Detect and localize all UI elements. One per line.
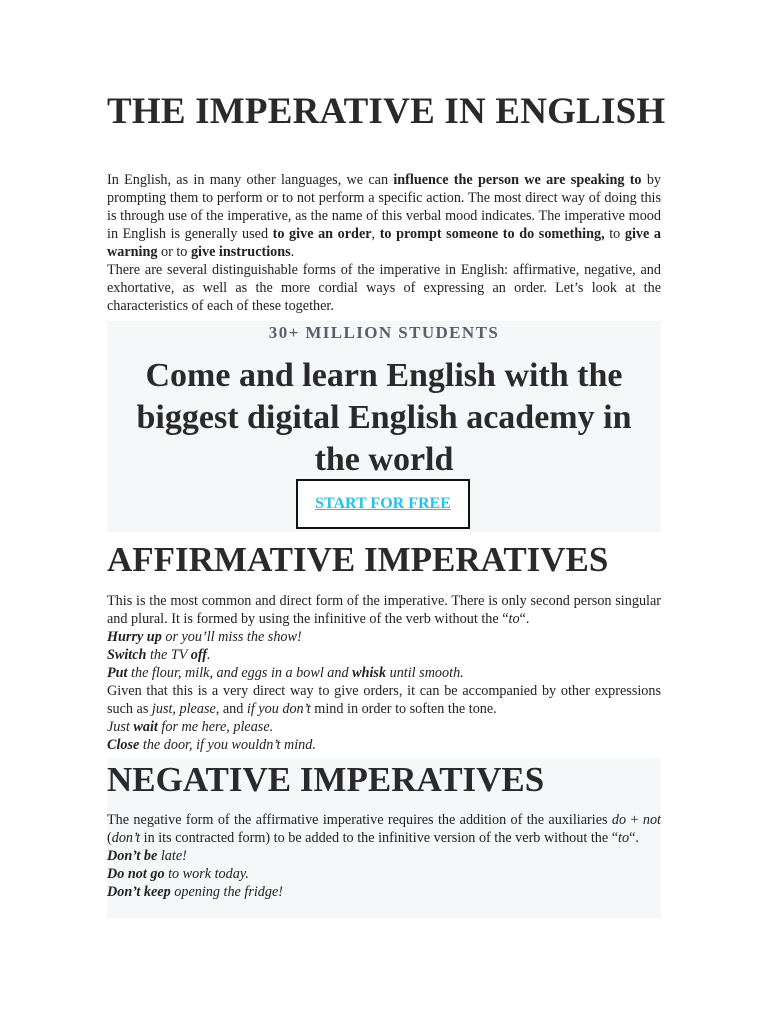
emphasis-text: give a warning	[107, 226, 661, 260]
body-text: .	[290, 244, 295, 260]
example-line: Put the flour, milk, and eggs in a bowl and whisk until smooth.	[107, 665, 464, 681]
negative-heading: NEGATIVE IMPERATIVES	[107, 760, 545, 799]
body-text: to	[604, 226, 625, 242]
example-line: Do not go to work today.	[107, 866, 249, 882]
intro-paragraph-1	[107, 171, 661, 261]
body-text: by prompting them to perform or to not perform a specific action. The most direct way of doing this is through use of the imperative, as the name of this verbal mood indicates. The imperative mood in English is generally used	[107, 172, 662, 242]
emphasis-text: influence the person we are speaking to	[393, 172, 642, 188]
emphasis-text: to give an order	[272, 226, 372, 242]
start-for-free-button[interactable]: START FOR FREE	[296, 479, 470, 529]
affirmative-heading: AFFIRMATIVE IMPERATIVES	[107, 540, 609, 579]
negative-section	[107, 811, 661, 901]
soften-paragraph: Given that this is a very direct way to give orders, it can be accompanied by other expressions such as just, please, and if you don’t mind in order to soften the tone.	[107, 683, 661, 717]
example-line: Close the door, if you wouldn’t mind.	[107, 737, 316, 753]
example-line: Don’t keep opening the fridge!	[107, 884, 283, 900]
intro-paragraph-2: There are several distinguishable forms of the imperative in English: affirmative, negative, and exhortative, as well as the more cordial ways of expressing an order. Let’s look at the characteristics of each of these together.	[107, 262, 661, 314]
emphasis-text: give instructions	[190, 244, 291, 260]
body-text: ,	[371, 226, 380, 242]
negative-description: The negative form of the affirmative imperative requires the addition of the auxiliaries do + not (don’t in its contracted form) to be added to the infinitive version of the verb without the “to“.	[107, 812, 661, 846]
example-line: Just wait for me here, please.	[107, 719, 274, 735]
intro-text	[107, 171, 661, 315]
example-line: Hurry up or you’ll miss the show!	[107, 629, 302, 645]
promo-banner	[107, 321, 661, 532]
affirmative-section	[107, 592, 661, 754]
body-text: or to	[157, 244, 191, 260]
page-title: THE IMPERATIVE IN ENGLISH	[107, 91, 666, 132]
affirmative-description: This is the most common and direct form of the imperative. There is only second person singular and plural. It is formed by using the infinitive of the verb without the “to“.	[107, 593, 661, 627]
example-line: Don’t be late!	[107, 848, 187, 864]
body-text: In English, as in many other languages, we can	[107, 172, 394, 188]
example-line: Switch the TV off.	[107, 647, 211, 663]
promo-kicker: 30+ MILLION STUDENTS	[268, 323, 500, 342]
promo-headline: Come and learn English with the biggest digital English academy in the world	[136, 357, 632, 478]
emphasis-text: to prompt someone to do something,	[379, 226, 605, 242]
